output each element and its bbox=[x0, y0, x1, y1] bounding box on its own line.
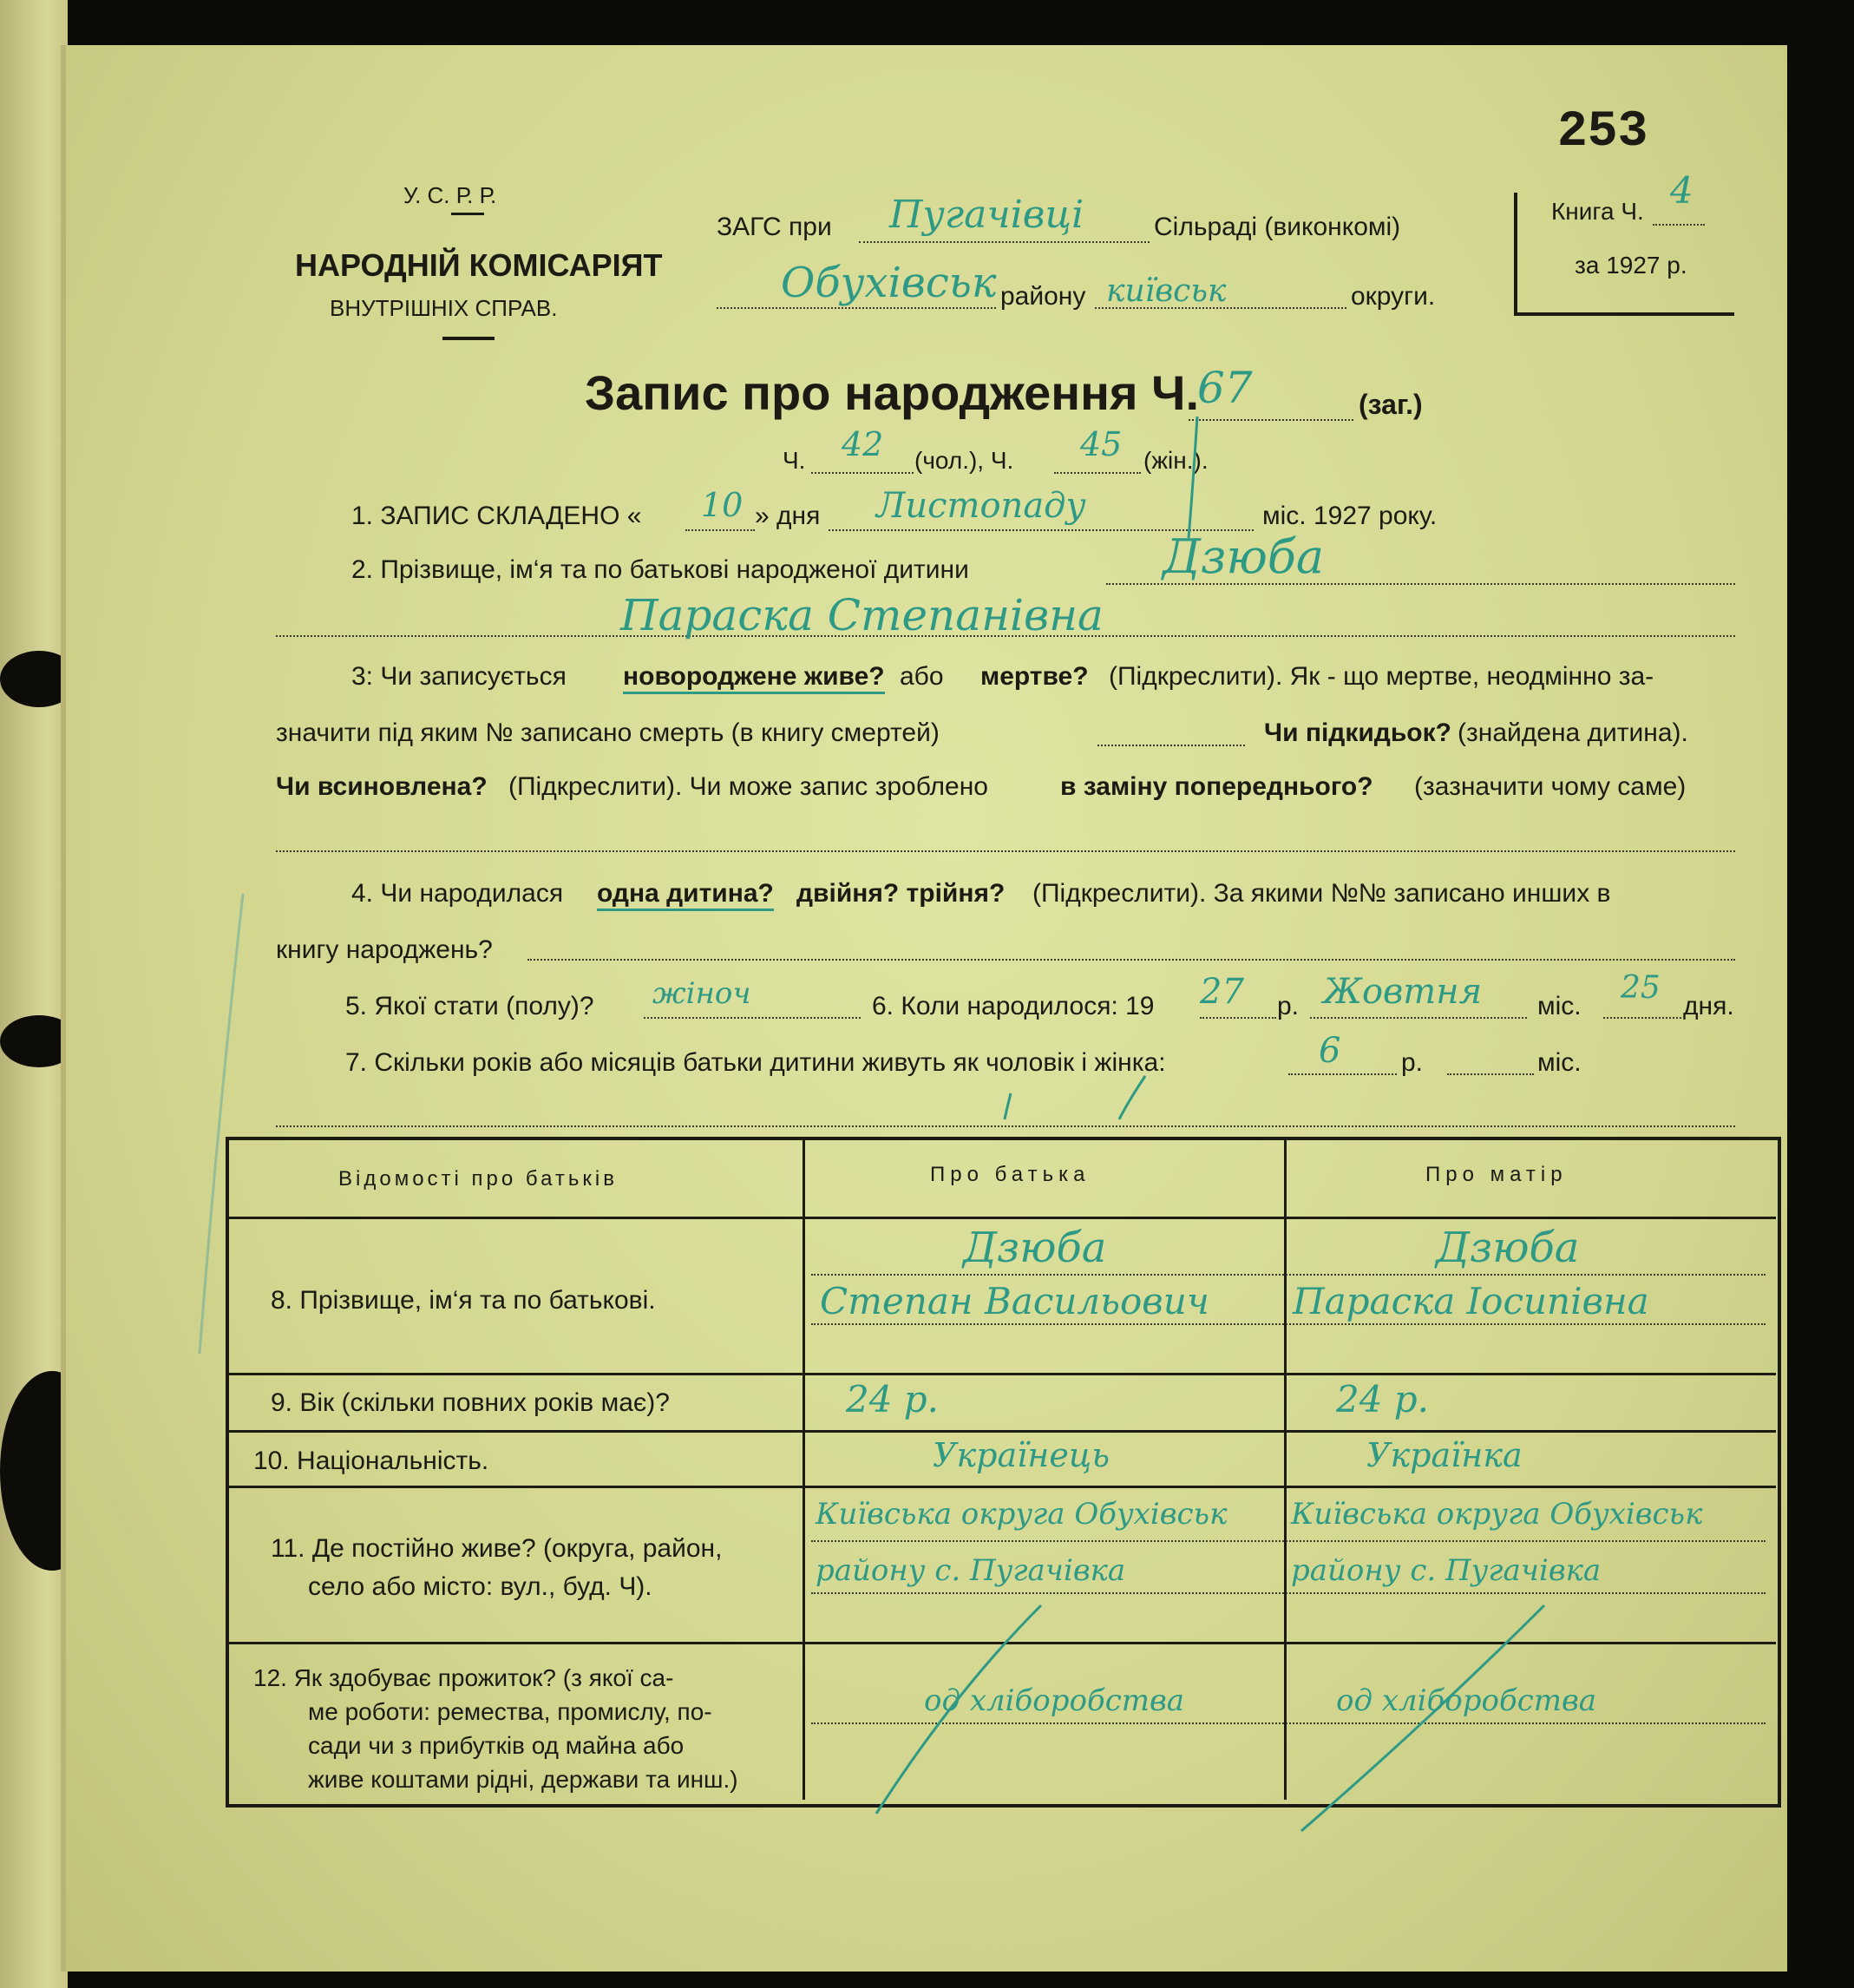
row11-mother-address-2[interactable]: району с. Пугачівка bbox=[1291, 1553, 1602, 1588]
table-dotted-line bbox=[811, 1592, 1766, 1594]
item6-day[interactable]: 25 bbox=[1621, 970, 1661, 1006]
commissariat-label: НАРОДНІЙ КОМІСАРІЯТ bbox=[295, 247, 663, 283]
item2-name[interactable]: Параска Степанівна bbox=[620, 590, 1104, 640]
item6-label: 6. Коли народилося: 19 bbox=[872, 992, 1155, 1020]
table-header-mother: Про матір bbox=[1425, 1163, 1568, 1186]
zags-value[interactable]: Пугачівці bbox=[889, 193, 1084, 237]
table-dotted-line bbox=[811, 1722, 1766, 1724]
row11-label-line1: 11. Де постійно живе? (округа, район, bbox=[271, 1534, 723, 1563]
item7-extra-line bbox=[276, 1125, 1735, 1127]
male-line bbox=[811, 472, 914, 474]
item7-label: 7. Скільки років або місяців батьки дитини живуть як чоловік і жінка: bbox=[345, 1048, 1166, 1077]
item5-line bbox=[644, 1017, 861, 1019]
book-label: Книга Ч. bbox=[1551, 198, 1644, 225]
item6-month[interactable]: Жовтня bbox=[1323, 972, 1483, 1012]
item3-line1-a: 3: Чи записується bbox=[351, 662, 567, 691]
item6-day-line bbox=[1603, 1017, 1681, 1019]
table-col-divider bbox=[1284, 1138, 1287, 1800]
council-label: Сільраді (виконкомі) bbox=[1154, 213, 1401, 241]
book-line bbox=[1653, 224, 1705, 226]
row8-mother-surname[interactable]: Дзюба bbox=[1436, 1224, 1580, 1272]
row9-father-age[interactable]: 24 р. bbox=[846, 1378, 940, 1420]
row10-mother-nationality[interactable]: Українка bbox=[1366, 1436, 1523, 1474]
table-row-divider bbox=[227, 1486, 1776, 1488]
district-value[interactable]: Обухівськ bbox=[781, 259, 997, 307]
row8-mother-name[interactable]: Параска Іосипівна bbox=[1293, 1280, 1649, 1322]
row11-label-line2: село або місто: вул., буд. Ч). bbox=[308, 1572, 652, 1601]
binding-edge bbox=[0, 0, 68, 1988]
item4-line1-d: (Підкреслити). За якими №№ записано инших в bbox=[1032, 879, 1611, 908]
female-label: (жін.). bbox=[1143, 447, 1209, 474]
row12-label-line4: живе коштами рідні, держави та инш.) bbox=[308, 1766, 738, 1793]
item3-alive-option[interactable]: новороджене живе? bbox=[623, 662, 885, 694]
table-row-divider bbox=[227, 1217, 1776, 1219]
table-header-father: Про батька bbox=[930, 1163, 1091, 1186]
item1-day[interactable]: 10 bbox=[701, 486, 744, 524]
row8-label: 8. Прізвище, ім‘я та по батькові. bbox=[271, 1286, 656, 1315]
row12-label-line3: сади чи з прибутків од майна або bbox=[308, 1732, 685, 1759]
item4-other-line bbox=[527, 959, 1735, 961]
district-line bbox=[717, 307, 996, 309]
male-number[interactable]: 42 bbox=[842, 425, 884, 463]
table-dotted-line bbox=[811, 1540, 1766, 1542]
item3-dead-option[interactable]: мертве? bbox=[980, 662, 1089, 691]
item1-prefix: 1. ЗАПИС СКЛАДЕНО « bbox=[351, 502, 642, 530]
zags-line bbox=[859, 241, 1150, 243]
item7-mis: міс. bbox=[1537, 1048, 1582, 1077]
item4-line2: книгу народжень? bbox=[276, 935, 493, 964]
district-label: району bbox=[1000, 282, 1086, 311]
total-number[interactable]: 67 bbox=[1197, 363, 1253, 413]
total-label: (заг.) bbox=[1359, 389, 1423, 420]
page-edge bbox=[1787, 0, 1854, 1988]
item6-year[interactable]: 27 bbox=[1200, 972, 1244, 1012]
item7-months-line bbox=[1447, 1073, 1534, 1075]
item3-line1-e: (Підкреслити). Як - що мертве, неодмінно за- bbox=[1109, 662, 1654, 691]
table-row-divider bbox=[227, 1642, 1776, 1644]
item1-day-line bbox=[685, 529, 755, 531]
table-row-divider bbox=[227, 1373, 1776, 1375]
item6-mis: міс. bbox=[1537, 992, 1582, 1020]
item3-replacement-option[interactable]: в заміну попереднього? bbox=[1060, 772, 1373, 801]
female-line bbox=[1054, 472, 1141, 474]
item3-adopted-option[interactable]: Чи всиновлена? bbox=[276, 772, 488, 801]
row10-father-nationality[interactable]: Українець bbox=[933, 1436, 1110, 1474]
item4-single-option[interactable]: одна дитина? bbox=[597, 879, 774, 911]
item1-mid: » дня bbox=[755, 502, 821, 530]
republic-label: У. С. Р. Р. bbox=[403, 182, 497, 208]
item6-dnya: дня. bbox=[1683, 992, 1734, 1020]
table-header-info: Відомості про батьків bbox=[338, 1167, 618, 1191]
table-row-divider bbox=[227, 1430, 1776, 1433]
row9-label: 9. Вік (скільки повних років має)? bbox=[271, 1388, 670, 1417]
row8-father-name[interactable]: Степан Васильович bbox=[820, 1280, 1209, 1322]
header-dash bbox=[451, 213, 484, 215]
book-number[interactable]: 4 bbox=[1670, 169, 1693, 212]
page-number: 253 bbox=[1557, 104, 1648, 161]
item3-foundling-option[interactable]: Чи підкидьок? bbox=[1264, 718, 1451, 747]
item3-line1-c: або bbox=[900, 662, 944, 691]
total-line bbox=[1189, 419, 1353, 421]
row12-label-line1: 12. Як здобуває прожиток? (з якої са- bbox=[253, 1664, 674, 1691]
row12-mother-occupation[interactable]: од хліборобства bbox=[1336, 1683, 1597, 1718]
item3-death-line bbox=[1097, 745, 1245, 746]
item2-label: 2. Прізвище, ім‘я та по батькові народженої дитини bbox=[351, 555, 969, 584]
ch-label: Ч. bbox=[783, 447, 806, 474]
header-dash bbox=[442, 337, 495, 340]
male-label: (чол.), Ч. bbox=[914, 447, 1014, 474]
item3-line2-c: (знайдена дитина). bbox=[1458, 718, 1688, 747]
item5-label: 5. Якої стати (полу)? bbox=[345, 992, 594, 1020]
item3-line2-a: значити під яким № записано смерть (в книгу смертей) bbox=[276, 718, 940, 747]
row11-mother-address-1[interactable]: Київська округа Обухівськ bbox=[1291, 1497, 1703, 1532]
item4-line1-a: 4. Чи народилася bbox=[351, 879, 564, 908]
record-title: Запис про народження Ч. bbox=[585, 365, 1200, 420]
row11-father-address-2[interactable]: району с. Пугачівка bbox=[816, 1553, 1126, 1588]
item3-line3-b: (Підкреслити). Чи може запис зроблено bbox=[508, 772, 988, 801]
item3-line3-d: (зазначити чому саме) bbox=[1414, 772, 1687, 801]
dept-label: ВНУТРІШНІХ СПРАВ. bbox=[330, 295, 558, 321]
row8-father-surname[interactable]: Дзюба bbox=[963, 1224, 1107, 1272]
book-year: за 1927 р. bbox=[1575, 252, 1687, 279]
item7-years[interactable]: 6 bbox=[1319, 1031, 1341, 1071]
table-col-divider bbox=[803, 1138, 805, 1800]
item1-month[interactable]: Листопаду bbox=[876, 486, 1086, 526]
okruga-label: округи. bbox=[1351, 282, 1436, 311]
item2-surname[interactable]: Дзюба bbox=[1163, 529, 1325, 584]
item6-r: р. bbox=[1277, 992, 1300, 1020]
row12-label-line2: ме роботи: ремества, промислу, по- bbox=[308, 1698, 712, 1725]
row11-father-address-1[interactable]: Київська округа Обухівськ bbox=[816, 1497, 1228, 1532]
row9-mother-age[interactable]: 24 р. bbox=[1336, 1378, 1430, 1420]
row12-father-occupation[interactable]: од хліборобства bbox=[924, 1683, 1185, 1718]
table-dotted-line bbox=[811, 1323, 1766, 1325]
table-dotted-line bbox=[811, 1274, 1766, 1276]
okruga-value[interactable]: київськ bbox=[1106, 273, 1227, 309]
item4-twins-triplets-option[interactable]: двійня? трійня? bbox=[796, 879, 1006, 908]
item5-value[interactable]: жіноч bbox=[652, 976, 751, 1011]
zags-label: ЗАГС при bbox=[717, 213, 832, 241]
item6-month-line bbox=[1310, 1017, 1527, 1019]
item7-r: р. bbox=[1401, 1048, 1424, 1077]
female-number[interactable]: 45 bbox=[1080, 425, 1123, 463]
row10-label: 10. Національність. bbox=[253, 1447, 489, 1475]
item6-year-line bbox=[1200, 1017, 1276, 1019]
item3-reason-line bbox=[276, 850, 1735, 852]
item7-years-line bbox=[1288, 1073, 1397, 1075]
item1-suffix: міс. 1927 року. bbox=[1262, 502, 1438, 530]
